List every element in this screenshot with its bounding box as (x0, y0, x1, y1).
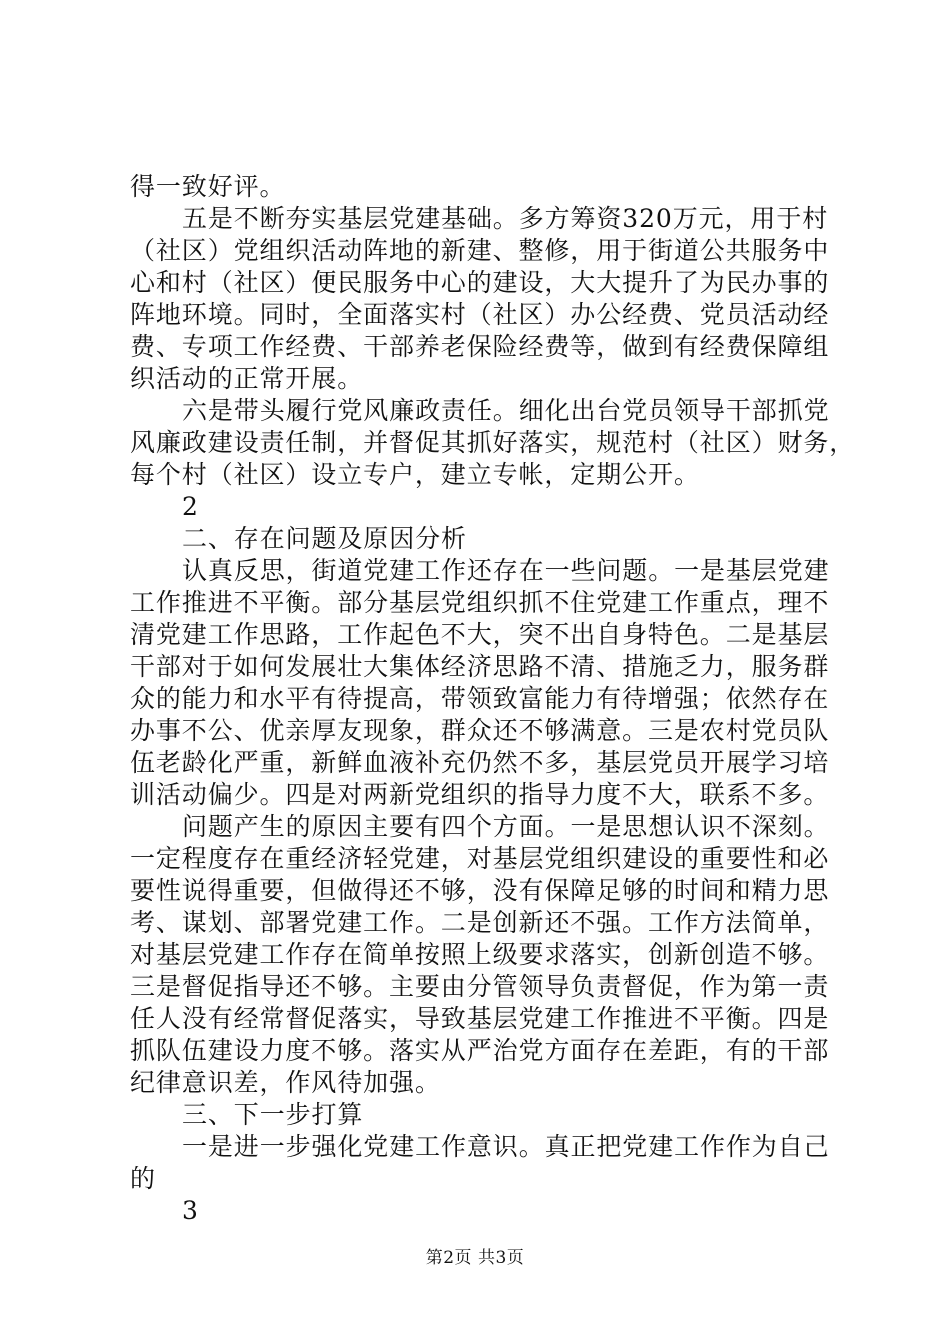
text-line: 费、专项工作经费、干部养老保险经费等，做到有经费保障组 (130, 332, 830, 361)
text-line: 每个村（社区）设立专户，建立专帐，定期公开。 (130, 460, 700, 489)
text-line: 风廉政建设责任制，并督促其抓好落实，规范村（社区）财务， (130, 428, 856, 457)
text-line: （社区）党组织活动阵地的新建、整修，用于街道公共服务中 (130, 236, 830, 265)
text-line: 办事不公、优亲厚友现象，群众还不够满意。三是农村党员队 (130, 716, 830, 745)
paragraph-problems-start: 认真反思，街道党建工作还存在一些问题。一是基层党建 (182, 556, 830, 585)
paragraph-6-start: 六是带头履行党风廉政责任。细化出台党员领导干部抓党 (182, 396, 830, 425)
section-heading-2: 二、存在问题及原因分析 (182, 524, 467, 553)
text-line: 纪律意识差，作风待加强。 (130, 1068, 441, 1097)
paragraph-plan-start: 一是进一步强化党建工作意识。真正把党建工作作为自己 (182, 1132, 830, 1161)
text-line: 心和村（社区）便民服务中心的建设，大大提升了为民办事的 (130, 268, 830, 297)
text-line: 清党建工作思路，工作起色不大，突不出自身特色。二是基层 (130, 620, 830, 649)
page-footer: 第2页 共3页 (425, 1248, 525, 1268)
text-line: 伍老龄化严重，新鲜血液补充仍然不多，基层党员开展学习培 (130, 748, 830, 777)
page-marker: 2 (182, 492, 199, 521)
text-line: 抓队伍建设力度不够。落实从严治党方面存在差距，有的干部 (130, 1036, 830, 1065)
text-line: 三是督促指导还不够。主要由分管领导负责督促，作为第一责 (130, 972, 830, 1001)
text-line: 对基层党建工作存在简单按照上级要求落实，创新创造不够。 (130, 940, 830, 969)
text-line: 考、谋划、部署党建工作。二是创新还不强。工作方法简单， (130, 908, 830, 937)
text-line: 织活动的正常开展。 (130, 364, 364, 393)
text-line: 干部对于如何发展壮大集体经济思路不清、措施乏力，服务群 (130, 652, 830, 681)
text-line: 要性说得重要，但做得还不够，没有保障足够的时间和精力思 (130, 876, 830, 905)
paragraph-causes-start: 问题产生的原因主要有四个方面。一是思想认识不深刻。 (182, 812, 830, 841)
text-line: 训活动偏少。四是对两新党组织的指导力度不大，联系不多。 (130, 780, 830, 809)
page-marker-3: 3 (182, 1196, 199, 1225)
paragraph-5-start: 五是不断夯实基层党建基础。多方筹资320万元，用于村 (182, 204, 829, 233)
text-line: 一定程度存在重经济轻党建，对基层党组织建设的重要性和必 (130, 844, 830, 873)
text-line: 的 (130, 1164, 156, 1193)
text-line: 工作推进不平衡。部分基层党组织抓不住党建工作重点，理不 (130, 588, 830, 617)
text-line: 得一致好评。 (130, 172, 286, 201)
text-line: 阵地环境。同时，全面落实村（社区）办公经费、党员活动经 (130, 300, 830, 329)
section-heading-3: 三、下一步打算 (182, 1100, 364, 1129)
text-line: 众的能力和水平有待提高，带领致富能力有待增强；依然存在 (130, 684, 830, 713)
text-line: 任人没有经常督促落实，导致基层党建工作推进不平衡。四是 (130, 1004, 830, 1033)
